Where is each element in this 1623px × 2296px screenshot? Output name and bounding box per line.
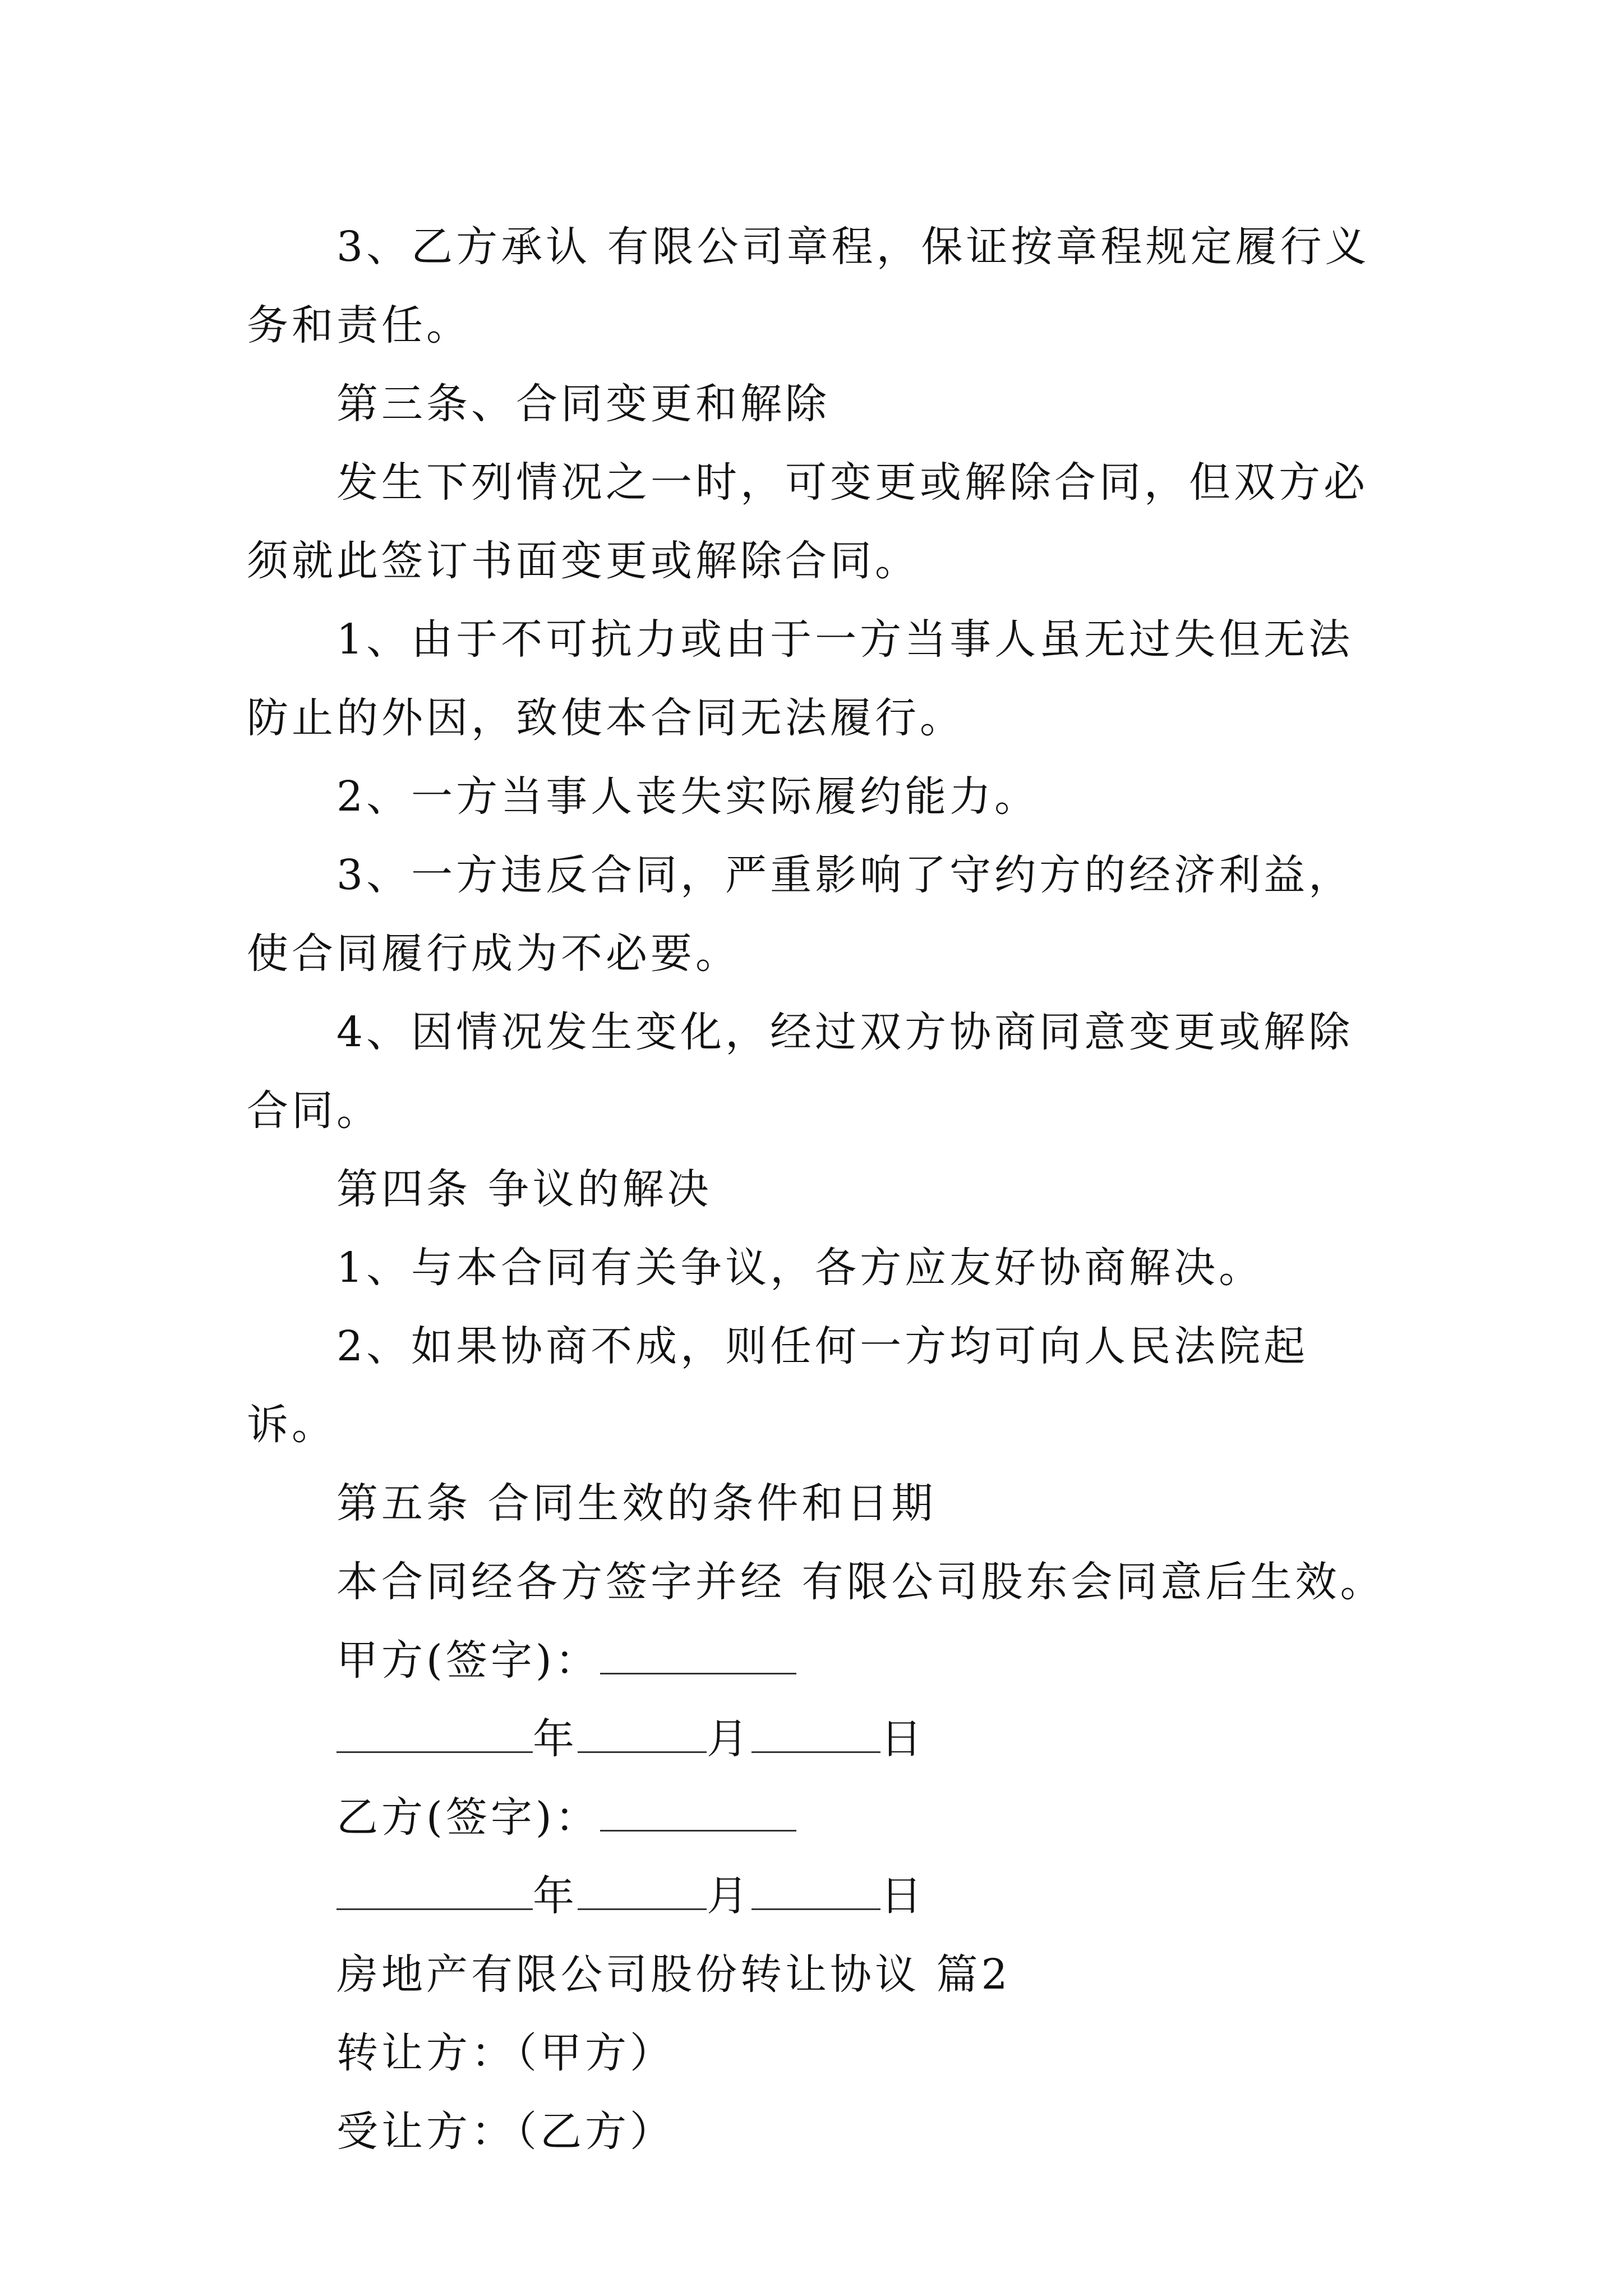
day-label: 日 [880, 1872, 925, 1920]
party-b-signature-blank [600, 1795, 796, 1832]
party-b-month-blank [578, 1874, 707, 1910]
paragraph-effectiveness: 本合同经各方签字并经 有限公司股东会同意后生效。 [336, 1558, 1385, 1606]
party-b-label: 乙方(签字)： [336, 1793, 600, 1842]
section-2-title: 房地产有限公司股份转让协议 篇2 [336, 1950, 1011, 1999]
party-a-day-blank [751, 1717, 880, 1753]
transferor-line: 转让方：（甲方） [336, 2029, 675, 2077]
month-label: 月 [707, 1872, 751, 1920]
document-body [247, 208, 1391, 2171]
day-label: 日 [880, 1715, 925, 1763]
party-a-date-line [247, 1700, 1391, 1778]
party-b-year-blank [336, 1874, 533, 1910]
article-3-heading: 第三条、合同变更和解除 [336, 380, 830, 428]
party-a-month-blank [578, 1717, 707, 1753]
party-b-date-line [247, 1857, 1391, 1935]
party-a-year-blank [336, 1717, 533, 1753]
party-a-label: 甲方(签字)： [336, 1636, 600, 1685]
paragraph-force-majeure: 1、由于不可抗力或由于一方当事人虽无过失但无法防止的外因，致使本合同无法履行。 [247, 615, 1354, 742]
paragraph-litigation: 2、如果协商不成，则任何一方均可向人民法院起诉。 [247, 1322, 1309, 1449]
article-4-heading: 第四条 争议的解决 [336, 1165, 712, 1213]
month-label: 月 [707, 1715, 751, 1763]
transferee-line: 受让方：（乙方） [336, 2108, 675, 2156]
paragraph-loss-of-capacity: 2、一方当事人丧失实际履约能力。 [336, 772, 1040, 821]
year-label: 年 [533, 1872, 578, 1920]
article-5-heading: 第五条 合同生效的条件和日期 [336, 1479, 937, 1527]
party-a-signature-line [247, 1621, 1391, 1700]
paragraph-obligation: 3、乙方承认 有限公司章程，保证按章程规定履行义务和责任。 [247, 223, 1370, 349]
paragraph-breach: 3、一方违反合同，严重影响了守约方的经济利益，使合同履行成为不必要。 [247, 851, 1354, 978]
party-b-signature-line [247, 1778, 1391, 1857]
year-label: 年 [533, 1715, 578, 1763]
party-a-signature-blank [600, 1638, 796, 1674]
paragraph-change-conditions: 发生下列情况之一时，可变更或解除合同，但双方必须就此签订书面变更或解除合同。 [247, 458, 1368, 585]
party-b-day-blank [751, 1874, 880, 1910]
paragraph-mutual-agreement: 4、因情况发生变化，经过双方协商同意变更或解除合同。 [247, 1008, 1354, 1135]
paragraph-negotiation: 1、与本合同有关争议，各方应友好协商解决。 [336, 1244, 1264, 1292]
